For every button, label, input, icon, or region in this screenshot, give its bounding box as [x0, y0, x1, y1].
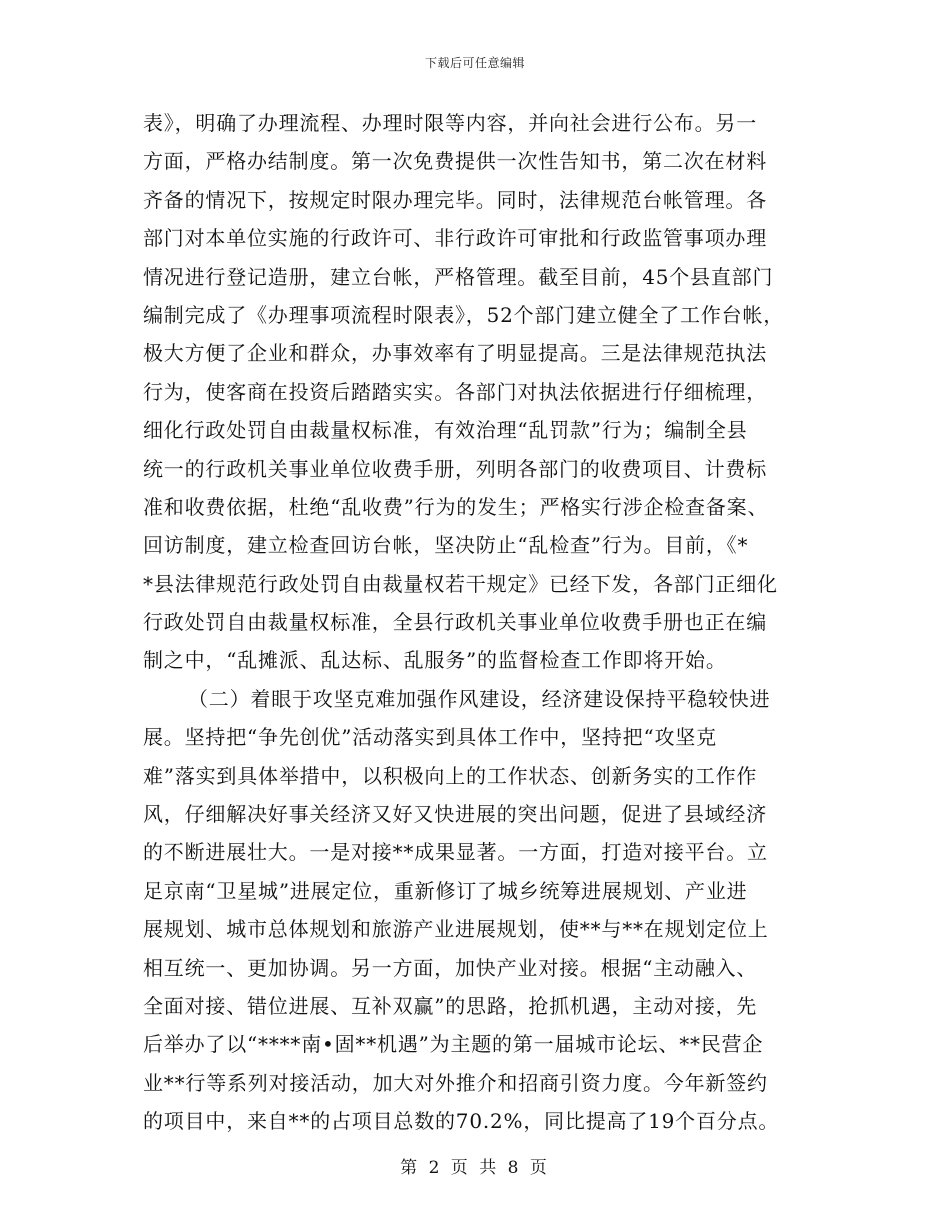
text-line: 展规划、城市总体规划和旅游产业进展规划，使**与**在规划定位上: [143, 917, 769, 942]
paragraph-1: [143, 104, 813, 680]
text-line: 回访制度，建立检查回访台帐，坚决防止“乱检查”行为。目前，《*: [143, 533, 749, 558]
text-line: 准和收费依据，杜绝“乱收费”行为的发生；严格实行涉企检查备案、: [143, 494, 769, 519]
text-line: 业**行等系列对接活动，加大对外推介和招商引资力度。今年新签约: [143, 1070, 768, 1095]
text-line: 制之中，“乱摊派、乱达标、乱服务”的监督检查工作即将开始。: [143, 648, 727, 673]
text-line: 统一的行政机关事业单位收费手册，列明各部门的收费项目、计费标: [143, 456, 767, 481]
paragraph-2: [143, 680, 813, 1141]
text-line: 行政处罚自由裁量权标准，全县行政机关事业单位收费手册也正在编: [143, 610, 767, 635]
text-line: 相互统一、更加协调。另一方面，加快产业对接。根据“主动融入、: [143, 955, 758, 980]
text-line: 的项目中，来自**的占项目总数的70.2%，同比提高了19个百分点。: [143, 1109, 780, 1134]
body-text: [143, 104, 813, 1141]
text-line-indented: （二）着眼于攻坚克难加强作风建设，经济建设保持平稳较快进: [188, 686, 771, 711]
text-line: 编制完成了《办理事项流程时限表》，52个部门建立健全了工作台帐，: [143, 302, 785, 327]
text-line: 行为，使客商在投资后踏踏实实。各部门对执法依据进行仔细梳理，: [143, 379, 767, 404]
page-header-note: 下载后可任意编辑: [424, 56, 525, 70]
text-line: 后举办了以“****南•固**机遇”为主题的第一届城市论坛、**民营企: [143, 1032, 764, 1057]
text-line: 难”落实到具体举措中，以积极向上的工作状态、创新务实的工作作: [143, 763, 758, 788]
text-line: 情况进行登记造册，建立台帐，严格管理。截至目前，45个县直部门: [143, 264, 774, 289]
page-number-footer: 第 2 页 共 8 页: [400, 1158, 550, 1178]
text-line: 极大方便了企业和群众，办事效率有了明显提高。三是法律规范执法: [143, 341, 767, 366]
text-line: 风，仔细解决好事关经济又好又快进展的突出问题，促进了县域经济: [143, 802, 767, 827]
text-line: 方面，严格办结制度。第一次免费提供一次性告知书，第二次在材料: [143, 149, 767, 174]
text-line: 全面对接、错位进展、互补双赢”的思路，抢抓机遇，主动对接，先: [143, 993, 758, 1018]
text-line: 的不断进展壮大。一是对接**成果显著。一方面，打造对接平台。立: [143, 840, 768, 865]
text-line: 足京南“卫星城”进展定位，重新修订了城乡统筹进展规划、产业进: [143, 878, 748, 903]
text-line: *县法律规范行政处罚自由裁量权若干规定》已经下发，各部门正细化: [143, 571, 778, 596]
text-line: 表》，明确了办理流程、办理时限等内容，并向社会进行公布。另一: [143, 111, 757, 135]
text-line: 展。坚持把“争先创优”活动落实到具体工作中，坚持把“攻坚克: [143, 725, 717, 750]
text-line: 细化行政处罚自由裁量权标准，有效治理“乱罚款”行为；编制全县: [143, 418, 748, 443]
text-line: 齐备的情况下，按规定时限办理完毕。同时，法律规范台帐管理。各: [143, 187, 767, 212]
text-line: 部门对本单位实施的行政许可、非行政许可审批和行政监管事项办理: [143, 226, 767, 251]
